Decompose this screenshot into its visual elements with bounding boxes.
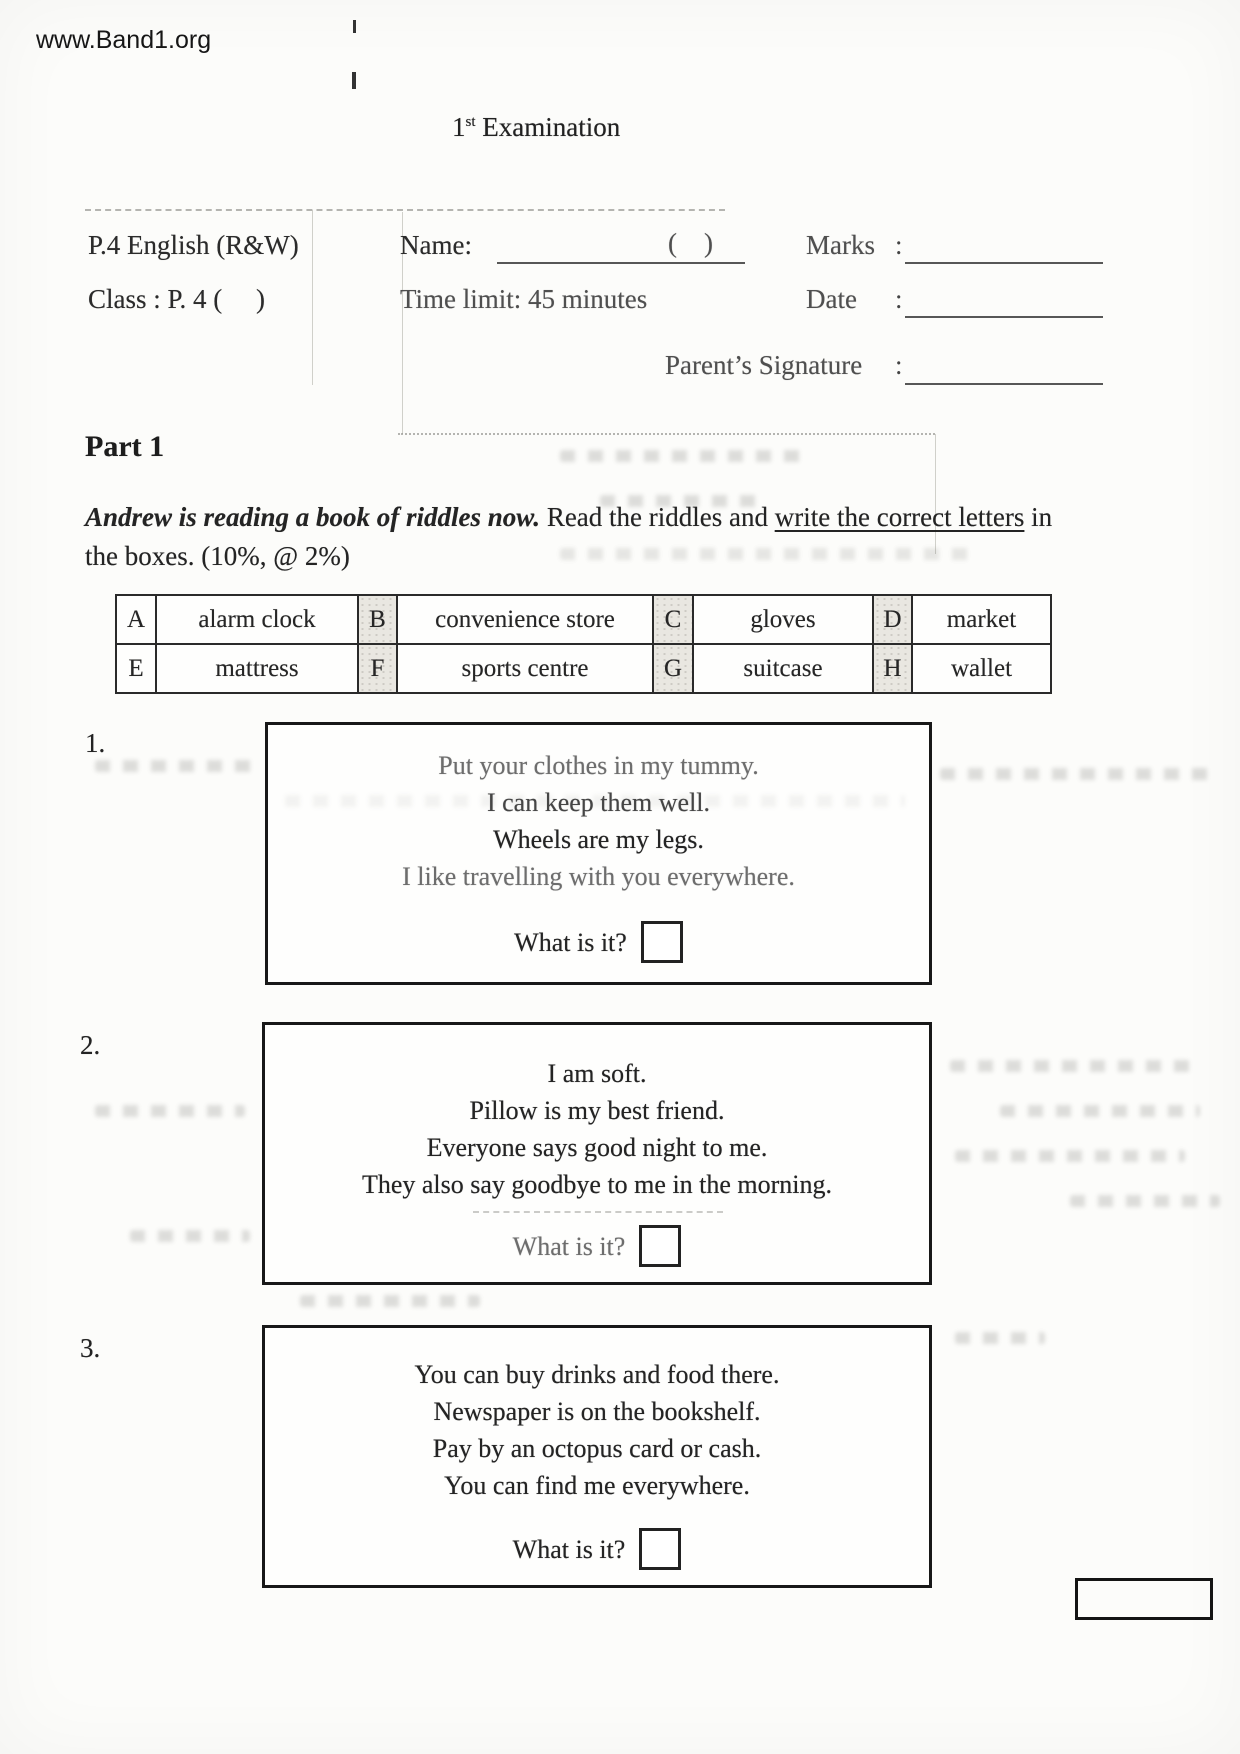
title-text: Examination [475,112,621,142]
riddle-1-box [265,722,932,985]
answer-box[interactable] [641,921,683,963]
option-word-sports-centre: sports centre [397,644,653,693]
scan-smudge [95,760,260,772]
signature-field-line[interactable] [905,383,1103,385]
partial-next-box [1075,1578,1213,1620]
option-word-wallet: wallet [912,644,1051,693]
part1-instruction [85,498,1087,576]
marks-label: Marks [806,230,875,260]
option-letter-G: G [653,644,693,693]
scan-mark [352,72,356,89]
riddle-line: Newspaper is on the bookshelf. [433,1397,761,1426]
title-number: 1 [452,112,466,142]
riddle-line: I like travelling with you everywhere. [402,862,795,891]
riddle-2-box [262,1022,932,1285]
marks-colon: : [895,230,903,260]
scan-dash-line [85,209,725,211]
riddle-line: You can buy drinks and food there. [414,1360,780,1389]
class-number-paren: ( ) [668,228,713,258]
scan-smudge [955,1332,1045,1344]
riddle-line: Pillow is my best friend. [469,1096,725,1125]
word-bank-table [115,594,1052,694]
scan-smudge [300,1295,480,1307]
scan-smudge [1070,1195,1220,1207]
question-label: What is it? [514,928,627,957]
option-word-gloves: gloves [693,595,873,644]
answer-box[interactable] [639,1225,681,1267]
riddle-2-number: 2. [80,1030,101,1060]
date-label: Date [806,284,857,314]
name-label: Name: [400,230,472,260]
scan-smudge [950,1060,1190,1072]
word-bank-row [116,644,1051,693]
option-letter-D: D [873,595,912,644]
riddle-line: Everyone says good night to me. [426,1133,768,1162]
option-letter-F: F [358,644,397,693]
subject-label: P.4 English (R&W) [88,230,299,260]
instruction-tail: in the boxes. (10%, @ 2%) [85,502,1053,571]
instruction-context: Andrew is reading a book of riddles now. [85,502,541,532]
scan-dash-line [473,1211,723,1213]
scan-dash-line [398,433,935,435]
riddle-line: I can keep them well. [486,788,711,817]
riddle-line: I am soft. [547,1059,647,1088]
riddle-2-question-row [265,1225,929,1267]
time-limit-label: Time limit: 45 minutes [400,284,648,314]
scan-smudge [130,1230,250,1242]
instruction-underlined: write the correct letters [774,502,1025,532]
option-letter-C: C [653,595,693,644]
marks-field-line[interactable] [905,262,1103,264]
part1-heading: Part 1 [85,430,165,463]
signature-colon: : [895,350,903,380]
option-word-convenience-store: convenience store [397,595,653,644]
option-letter-A: A [116,595,156,644]
scan-smudge [955,1150,1185,1162]
scan-smudge [95,1105,245,1117]
riddle-3-box [262,1325,932,1588]
date-field-line[interactable] [905,316,1103,318]
class-label: Class : P. 4 ( ) [88,284,266,314]
instruction-middle: Read the riddles and [540,502,775,532]
site-watermark: www.Band1.org [36,26,212,54]
riddle-line: You can find me everywhere. [444,1471,750,1500]
question-label: What is it? [512,1232,626,1261]
scan-smudge [940,768,1220,780]
riddle-1-question-row [268,921,929,963]
parent-signature-label: Parent’s Signature [665,350,863,380]
scan-divider-line [312,210,313,385]
page-title [452,112,620,143]
option-word-alarm-clock: alarm clock [156,595,358,644]
option-letter-H: H [873,644,912,693]
option-word-mattress: mattress [156,644,358,693]
riddle-line: They also say goodbye to me in the morning. [361,1170,833,1199]
riddle-3-number: 3. [80,1333,101,1363]
riddle-line: Put your clothes in my tummy. [438,751,759,780]
title-ordinal: st [465,114,476,130]
option-word-suitcase: suitcase [693,644,873,693]
date-colon: : [895,284,903,314]
riddle-3-question-row [265,1528,929,1570]
option-word-market: market [912,595,1051,644]
option-letter-B: B [358,595,397,644]
name-field-line[interactable] [497,262,745,264]
word-bank-row [116,595,1051,644]
scan-smudge [1000,1105,1200,1117]
riddle-line: Wheels are my legs. [493,825,704,854]
scan-smudge [560,450,810,462]
scan-mark [353,20,356,33]
option-letter-E: E [116,644,156,693]
riddle-line: Pay by an octopus card or cash. [432,1434,762,1463]
riddle-1-number: 1. [85,728,106,758]
answer-box[interactable] [639,1528,681,1570]
question-label: What is it? [512,1535,626,1564]
